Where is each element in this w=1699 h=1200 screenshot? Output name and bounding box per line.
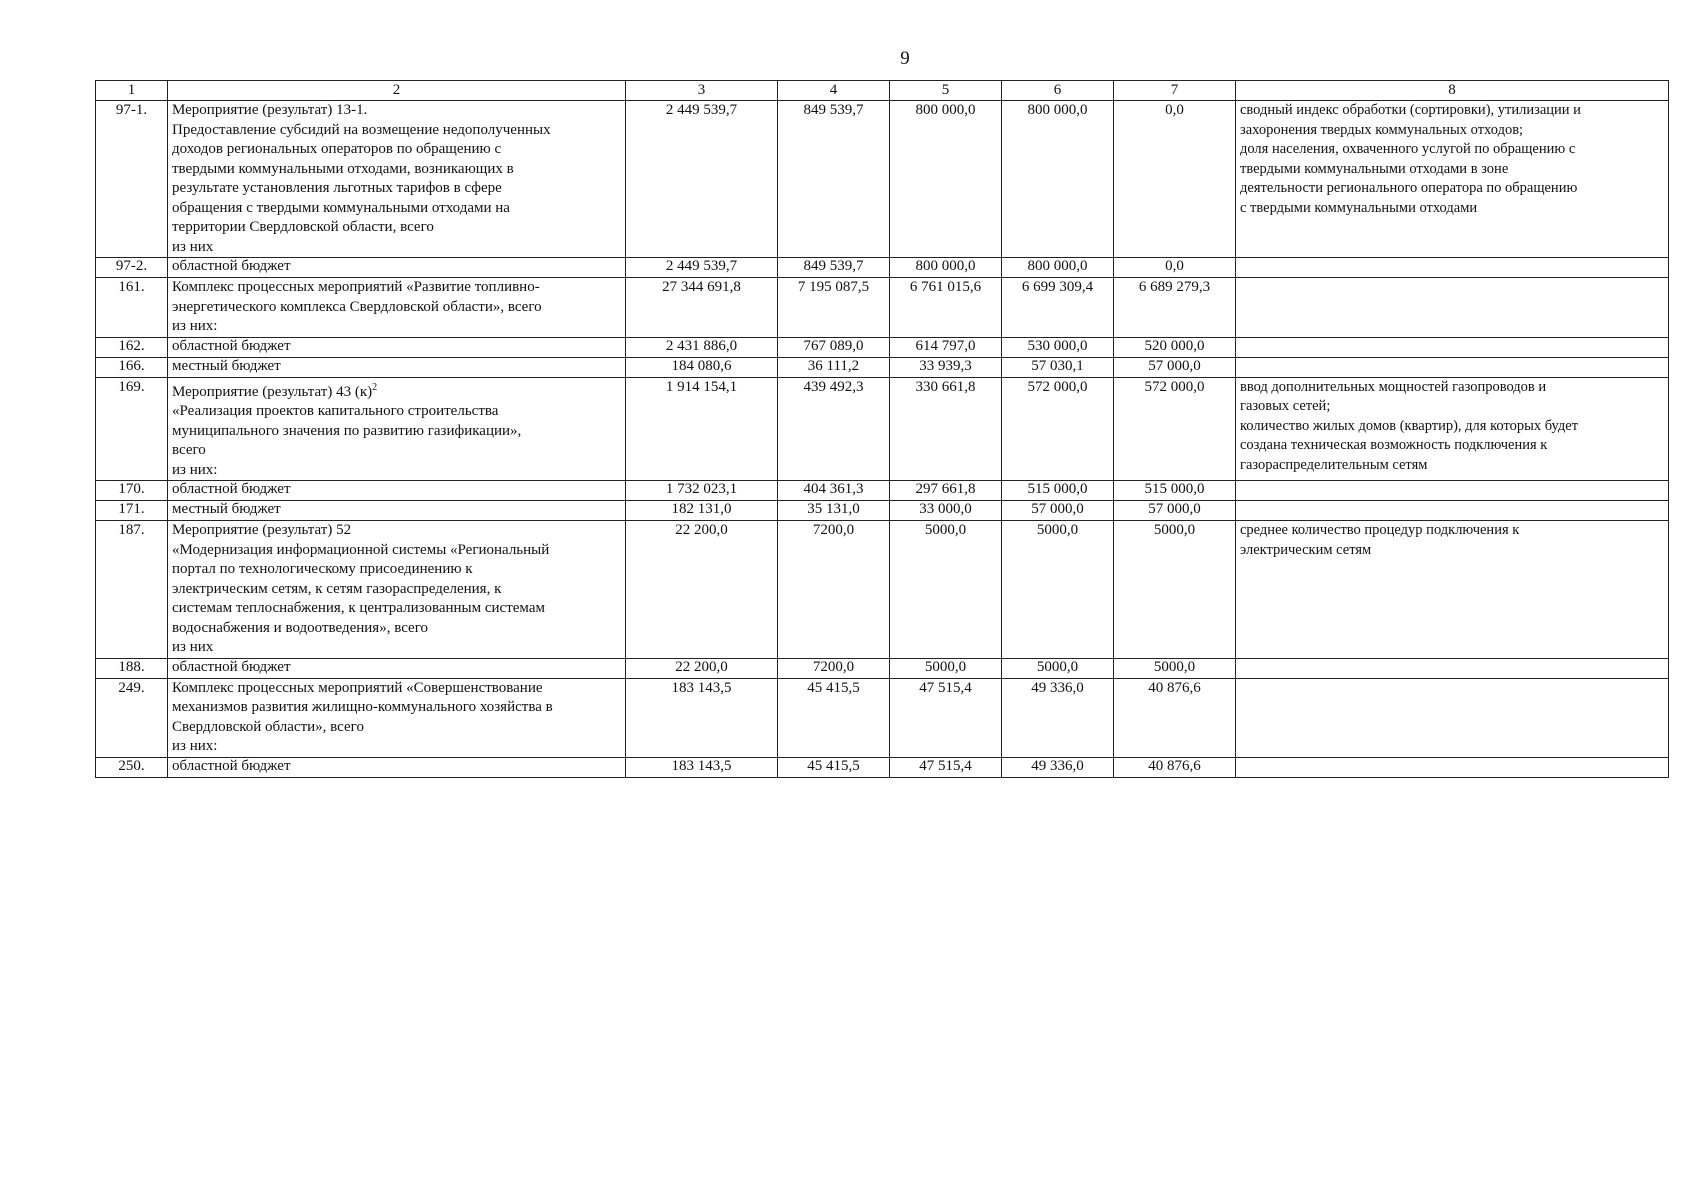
- row-description: [168, 101, 626, 258]
- description-line: [172, 580, 621, 600]
- description-text: Мероприятие (результат) 52: [172, 522, 352, 538]
- amount-col-5: 47 515,4: [890, 678, 1002, 757]
- row-indicator: [1236, 501, 1669, 521]
- row-description: [168, 258, 626, 278]
- indicator-line: электрическим сетям: [1240, 541, 1372, 558]
- header-col-8: 8: [1236, 81, 1669, 101]
- row-number: 170.: [96, 481, 168, 501]
- row-description: [168, 278, 626, 338]
- amount-col-7: 515 000,0: [1114, 481, 1236, 501]
- description-text: Мероприятие (результат) 43 (к): [172, 383, 373, 400]
- row-number: 97-2.: [96, 258, 168, 278]
- description-line: [172, 278, 621, 298]
- row-description: [168, 481, 626, 501]
- description-line: [172, 402, 621, 422]
- amount-col-6: 49 336,0: [1002, 678, 1114, 757]
- description-text: из них:: [172, 318, 218, 334]
- description-text: Комплекс процессных мероприятий «Совершенствование: [172, 679, 543, 696]
- table-header-row: [96, 81, 1669, 101]
- amount-col-4: 36 111,2: [778, 357, 890, 377]
- description-line: [172, 358, 621, 375]
- amount-col-4: 849 539,7: [778, 258, 890, 278]
- row-description: [168, 521, 626, 659]
- description-line: [172, 599, 621, 619]
- row-indicator: [1236, 481, 1669, 501]
- description-line: [172, 338, 621, 355]
- row-number: 161.: [96, 278, 168, 338]
- amount-col-3: 22 200,0: [626, 658, 778, 678]
- description-line: [172, 659, 621, 676]
- description-text: системам теплоснабжения, к централизованным системам: [172, 600, 545, 616]
- amount-col-6: 800 000,0: [1002, 258, 1114, 278]
- description-line: [172, 619, 621, 639]
- description-line: [172, 258, 621, 275]
- description-text: энергетического комплекса Свердловской области», всего: [172, 298, 542, 315]
- budget-table: [95, 80, 1669, 778]
- amount-col-5: 33 000,0: [890, 501, 1002, 521]
- amount-col-3: 183 143,5: [626, 757, 778, 777]
- row-indicator: [1236, 521, 1669, 659]
- amount-col-7: 5000,0: [1114, 521, 1236, 659]
- row-indicator: [1236, 101, 1669, 258]
- description-line: [172, 560, 621, 580]
- description-text: местный бюджет: [172, 501, 281, 517]
- row-description: [168, 757, 626, 777]
- header-col-5: 5: [890, 81, 1002, 101]
- description-line: [172, 101, 621, 121]
- description-text: областной бюджет: [172, 337, 291, 354]
- description-line: [172, 718, 621, 738]
- description-text: всего: [172, 442, 206, 458]
- amount-col-4: 849 539,7: [778, 101, 890, 258]
- amount-col-7: 6 689 279,3: [1114, 278, 1236, 338]
- amount-col-4: 35 131,0: [778, 501, 890, 521]
- amount-col-5: 5000,0: [890, 658, 1002, 678]
- description-text: электрическим сетям, к сетям газораспределения, к: [172, 580, 502, 597]
- row-number: 187.: [96, 521, 168, 659]
- header-col-7: 7: [1114, 81, 1236, 101]
- amount-col-3: 184 080,6: [626, 357, 778, 377]
- description-line: [172, 179, 621, 199]
- table-row: [96, 678, 1669, 757]
- description-line: [172, 541, 621, 561]
- indicator-line: доля населения, охваченного услугой по обращению с: [1240, 141, 1576, 157]
- row-indicator: [1236, 377, 1669, 481]
- description-text: областной бюджет: [172, 258, 291, 274]
- header-col-2: 2: [168, 81, 626, 101]
- indicator-line: создана техническая возможность подключения к: [1240, 437, 1548, 453]
- description-text: доходов региональных операторов по обращению с: [172, 141, 502, 157]
- indicator-line: количество жилых домов (квартир), для которых будет: [1240, 417, 1579, 434]
- row-number: 162.: [96, 337, 168, 357]
- amount-col-7: 40 876,6: [1114, 757, 1236, 777]
- amount-col-6: 57 000,0: [1002, 501, 1114, 521]
- description-text: «Реализация проектов капитального строительства: [172, 403, 499, 419]
- description-line: [172, 121, 621, 141]
- table-row: [96, 377, 1669, 481]
- row-number: 249.: [96, 678, 168, 757]
- description-line: [172, 378, 621, 403]
- amount-col-6: 49 336,0: [1002, 757, 1114, 777]
- amount-col-3: 2 431 886,0: [626, 337, 778, 357]
- table-row: [96, 258, 1669, 278]
- description-line: [172, 461, 621, 481]
- description-text: твердыми коммунальными отходами, возникающих в: [172, 160, 514, 177]
- row-description: [168, 357, 626, 377]
- indicator-line: газовых сетей;: [1240, 398, 1331, 414]
- description-text: местный бюджет: [172, 357, 281, 374]
- amount-col-7: 0,0: [1114, 258, 1236, 278]
- amount-col-5: 800 000,0: [890, 101, 1002, 258]
- description-line: [172, 218, 621, 238]
- amount-col-7: 0,0: [1114, 101, 1236, 258]
- row-number: 171.: [96, 501, 168, 521]
- description-line: [172, 140, 621, 160]
- description-line: [172, 758, 621, 775]
- description-text: Комплекс процессных мероприятий «Развитие топливно-: [172, 279, 540, 295]
- amount-col-3: 182 131,0: [626, 501, 778, 521]
- amount-col-5: 5000,0: [890, 521, 1002, 659]
- row-number: 188.: [96, 658, 168, 678]
- amount-col-4: 404 361,3: [778, 481, 890, 501]
- table-row: [96, 521, 1669, 659]
- description-text: территории Свердловской области, всего: [172, 219, 434, 235]
- description-line: [172, 638, 621, 658]
- amount-col-6: 515 000,0: [1002, 481, 1114, 501]
- amount-col-3: 1 732 023,1: [626, 481, 778, 501]
- description-text: портал по технологическому присоединению к: [172, 561, 473, 577]
- table-row: [96, 501, 1669, 521]
- footnote-marker: 2: [372, 381, 378, 393]
- table-row: [96, 357, 1669, 377]
- row-indicator: [1236, 258, 1669, 278]
- row-description: [168, 501, 626, 521]
- description-text: областной бюджет: [172, 658, 291, 675]
- description-text: Мероприятие (результат) 13-1.: [172, 102, 368, 118]
- amount-col-3: 27 344 691,8: [626, 278, 778, 338]
- description-text: водоснабжения и водоотведения», всего: [172, 619, 428, 636]
- amount-col-7: 572 000,0: [1114, 377, 1236, 481]
- table-row: [96, 757, 1669, 777]
- amount-col-6: 572 000,0: [1002, 377, 1114, 481]
- amount-col-6: 5000,0: [1002, 658, 1114, 678]
- row-number: 97-1.: [96, 101, 168, 258]
- row-number: 250.: [96, 757, 168, 777]
- indicator-line: ввод дополнительных мощностей газопроводов и: [1240, 378, 1547, 395]
- row-description: [168, 377, 626, 481]
- amount-col-4: 767 089,0: [778, 337, 890, 357]
- row-indicator: [1236, 658, 1669, 678]
- table-row: [96, 278, 1669, 338]
- amount-col-4: 45 415,5: [778, 678, 890, 757]
- description-line: [172, 298, 621, 318]
- indicator-line: сводный индекс обработки (сортировки), утилизации и: [1240, 102, 1581, 118]
- amount-col-5: 297 661,8: [890, 481, 1002, 501]
- description-text: из них:: [172, 461, 218, 478]
- amount-col-3: 22 200,0: [626, 521, 778, 659]
- amount-col-5: 33 939,3: [890, 357, 1002, 377]
- row-description: [168, 678, 626, 757]
- amount-col-3: 1 914 154,1: [626, 377, 778, 481]
- row-indicator: [1236, 357, 1669, 377]
- description-text: обращения с твердыми коммунальными отходами на: [172, 199, 510, 216]
- description-text: результате установления льготных тарифов в сфере: [172, 180, 502, 196]
- description-line: [172, 521, 621, 541]
- amount-col-4: 7200,0: [778, 658, 890, 678]
- amount-col-5: 6 761 015,6: [890, 278, 1002, 338]
- indicator-line: твердыми коммунальными отходами в зоне: [1240, 160, 1509, 177]
- amount-col-6: 57 030,1: [1002, 357, 1114, 377]
- amount-col-3: 2 449 539,7: [626, 101, 778, 258]
- amount-col-4: 439 492,3: [778, 377, 890, 481]
- amount-col-7: 57 000,0: [1114, 501, 1236, 521]
- table-row: [96, 658, 1669, 678]
- description-text: из них: [172, 238, 214, 255]
- row-number: 169.: [96, 377, 168, 481]
- row-indicator: [1236, 337, 1669, 357]
- header-col-4: 4: [778, 81, 890, 101]
- description-line: [172, 422, 621, 442]
- amount-col-7: 520 000,0: [1114, 337, 1236, 357]
- amount-col-5: 614 797,0: [890, 337, 1002, 357]
- row-description: [168, 658, 626, 678]
- description-text: областной бюджет: [172, 481, 291, 497]
- description-line: [172, 160, 621, 180]
- description-line: [172, 679, 621, 699]
- description-line: [172, 238, 621, 258]
- description-text: муниципального значения по развитию газификации»,: [172, 422, 522, 439]
- table-body: [96, 101, 1669, 778]
- amount-col-6: 6 699 309,4: [1002, 278, 1114, 338]
- indicator-line: с твердыми коммунальными отходами: [1240, 199, 1478, 216]
- indicator-line: газораспределительным сетям: [1240, 456, 1428, 473]
- amount-col-5: 800 000,0: [890, 258, 1002, 278]
- description-text: Свердловской области», всего: [172, 718, 364, 735]
- header-col-1: 1: [96, 81, 168, 101]
- amount-col-6: 530 000,0: [1002, 337, 1114, 357]
- description-line: [172, 199, 621, 219]
- amount-col-3: 183 143,5: [626, 678, 778, 757]
- amount-col-7: 5000,0: [1114, 658, 1236, 678]
- description-text: областной бюджет: [172, 757, 291, 774]
- description-text: Предоставление субсидий на возмещение недополученных: [172, 121, 551, 138]
- page-number: 9: [900, 48, 910, 69]
- row-description: [168, 337, 626, 357]
- row-number: 166.: [96, 357, 168, 377]
- amount-col-4: 7 195 087,5: [778, 278, 890, 338]
- amount-col-4: 45 415,5: [778, 757, 890, 777]
- row-indicator: [1236, 278, 1669, 338]
- description-text: «Модернизация информационной системы «Региональный: [172, 541, 550, 558]
- amount-col-6: 800 000,0: [1002, 101, 1114, 258]
- description-line: [172, 737, 621, 757]
- row-indicator: [1236, 678, 1669, 757]
- amount-col-5: 330 661,8: [890, 377, 1002, 481]
- amount-col-7: 57 000,0: [1114, 357, 1236, 377]
- amount-col-4: 7200,0: [778, 521, 890, 659]
- description-line: [172, 698, 621, 718]
- indicator-line: среднее количество процедур подключения к: [1240, 522, 1520, 538]
- table-row: [96, 101, 1669, 258]
- amount-col-7: 40 876,6: [1114, 678, 1236, 757]
- table-row: [96, 337, 1669, 357]
- description-line: [172, 501, 621, 518]
- description-line: [172, 441, 621, 461]
- indicator-line: захоронения твердых коммунальных отходов;: [1240, 121, 1524, 138]
- row-indicator: [1236, 757, 1669, 777]
- header-col-3: 3: [626, 81, 778, 101]
- description-text: из них: [172, 639, 214, 655]
- description-text: из них:: [172, 738, 218, 754]
- indicator-line: деятельности регионального оператора по обращению: [1240, 180, 1578, 196]
- description-line: [172, 317, 621, 337]
- table-row: [96, 481, 1669, 501]
- header-col-6: 6: [1002, 81, 1114, 101]
- description-text: механизмов развития жилищно-коммунального хозяйства в: [172, 699, 553, 715]
- amount-col-5: 47 515,4: [890, 757, 1002, 777]
- amount-col-6: 5000,0: [1002, 521, 1114, 659]
- description-line: [172, 481, 621, 498]
- amount-col-3: 2 449 539,7: [626, 258, 778, 278]
